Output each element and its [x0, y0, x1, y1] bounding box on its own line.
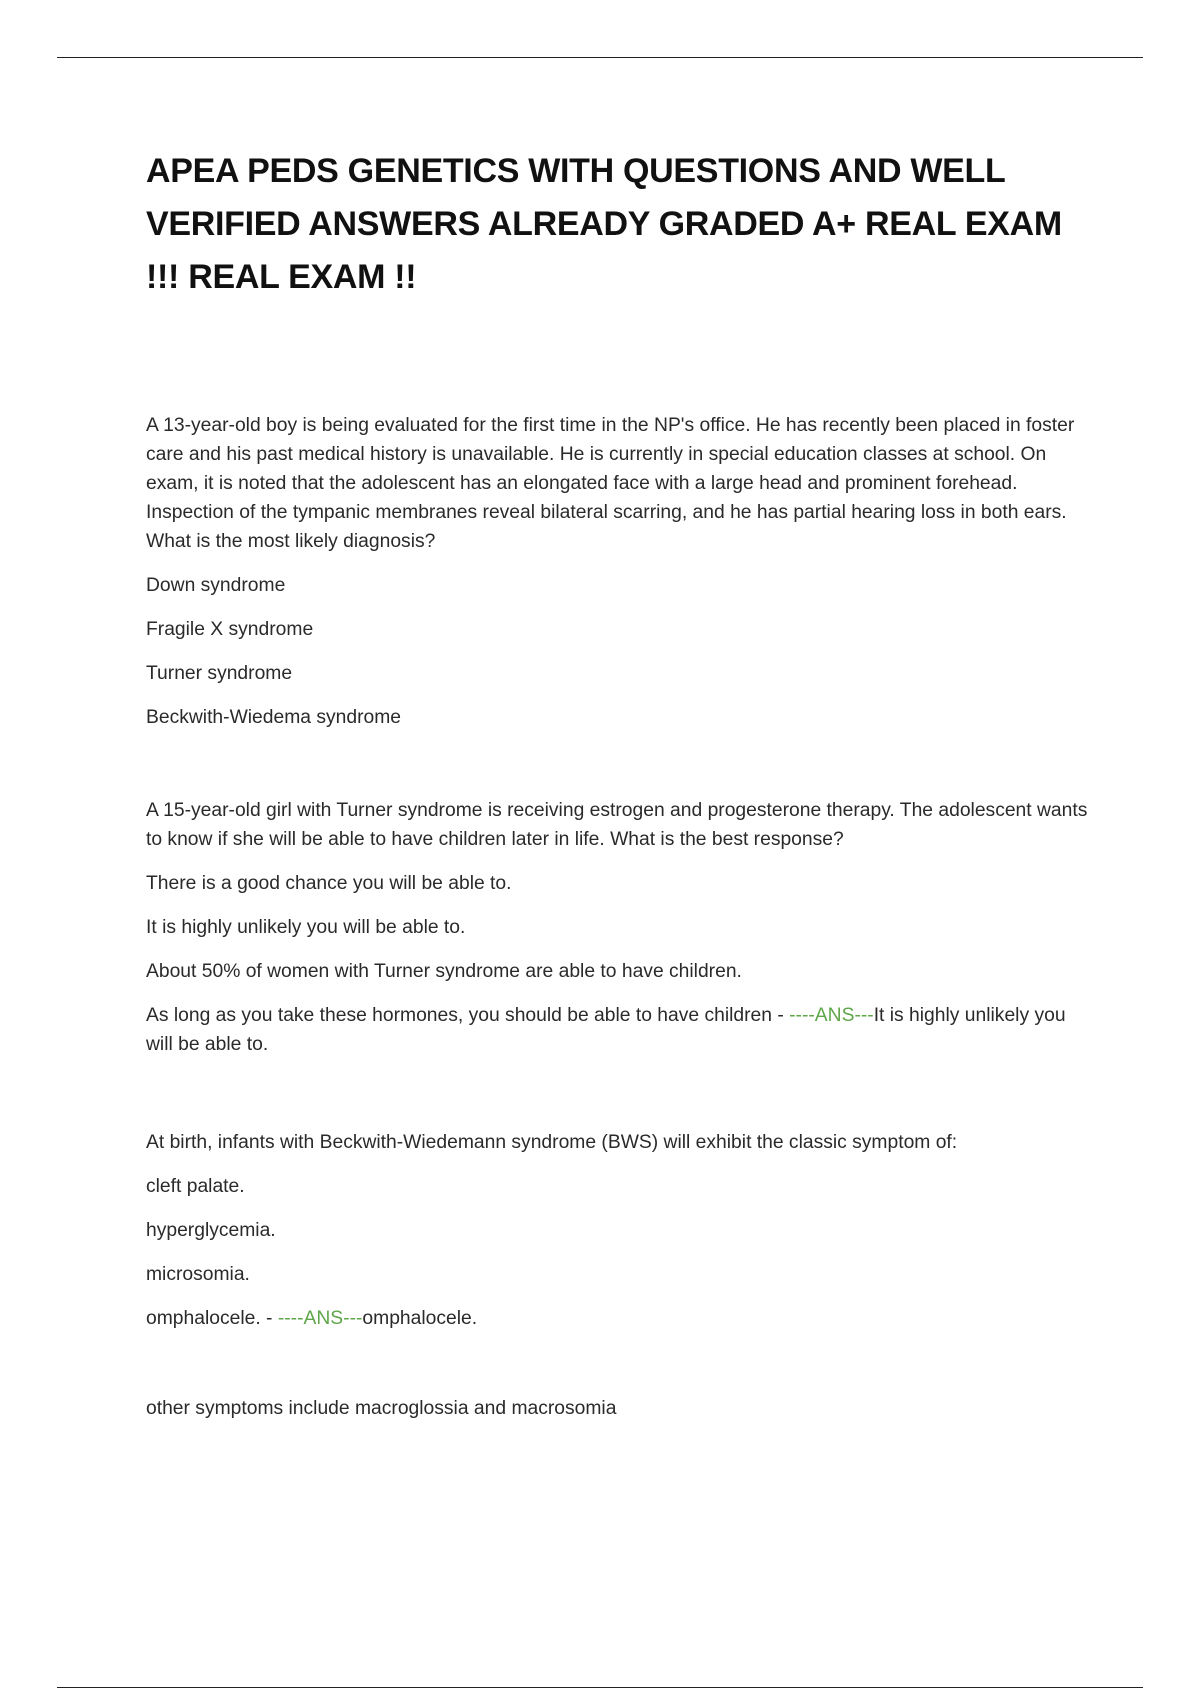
- spacer: [146, 1059, 1092, 1103]
- question-1-option-a: Down syndrome: [146, 575, 286, 596]
- document-body: [146, 411, 1092, 1423]
- answer-marker: ----ANS---: [789, 1005, 874, 1026]
- header-rule: [57, 57, 1143, 58]
- footer-rule: [57, 1687, 1143, 1688]
- question-3-option-d-with-answer: [146, 1304, 1092, 1333]
- spacer: [146, 732, 1092, 776]
- question-1-option-c: Turner syndrome: [146, 663, 293, 684]
- document-title: APEA PEDS GENETICS WITH QUESTIONS AND WELL VERIFIED ANSWERS ALREADY GRADED A+ REAL EXAM !!! REAL EXAM !!: [146, 152, 1062, 296]
- question-3-note: other symptoms include macroglossia and macrosomia: [146, 1398, 617, 1419]
- question-block-1: [146, 411, 1092, 732]
- question-3-option-c: microsomia.: [146, 1264, 250, 1285]
- question-3-option-b: hyperglycemia.: [146, 1220, 276, 1241]
- answer-marker: ----ANS---: [277, 1308, 363, 1329]
- question-2-option-a: There is a good chance you will be able to.: [146, 873, 512, 894]
- question-2-option-d-with-answer: [146, 1001, 1092, 1059]
- question-1-text: A 13-year-old boy is being evaluated for the first time in the NP's office. He has recently been placed in foster care and his past medical history is unavailable. He is currently in special education classes at school. On exam, it is noted that the adolescent has an elongated face with a large head and prominent forehead. Inspection of the tympanic membranes reveal bilateral scarring, and he has partial hearing loss in both ears. What is the most likely diagnosis?: [146, 415, 1075, 552]
- question-3-option-a: cleft palate.: [146, 1176, 245, 1197]
- question-3-option-d: omphalocele. -: [146, 1308, 278, 1329]
- question-2-answer: It is highly unlikely you will be able to.: [146, 1005, 1066, 1055]
- question-block-2: [146, 796, 1092, 1059]
- question-3-answer: omphalocele.: [362, 1308, 478, 1329]
- question-block-3: [146, 1128, 1092, 1423]
- question-2-option-d: As long as you take these hormones, you should be able to have children -: [146, 1005, 790, 1026]
- question-2-option-c: About 50% of women with Turner syndrome are able to have children.: [146, 961, 742, 982]
- question-2-text: A 15-year-old girl with Turner syndrome is receiving estrogen and progesterone therapy. The adolescent wants to know if she will be able to have children later in life. What is the best response?: [146, 800, 1088, 850]
- question-1-option-b: Fragile X syndrome: [146, 619, 314, 640]
- question-3-text: At birth, infants with Beckwith-Wiedemann syndrome (BWS) will exhibit the classic symptom of:: [146, 1132, 958, 1153]
- question-1-option-d: Beckwith-Wiedema syndrome: [146, 707, 402, 728]
- question-2-option-b: It is highly unlikely you will be able to.: [146, 917, 466, 938]
